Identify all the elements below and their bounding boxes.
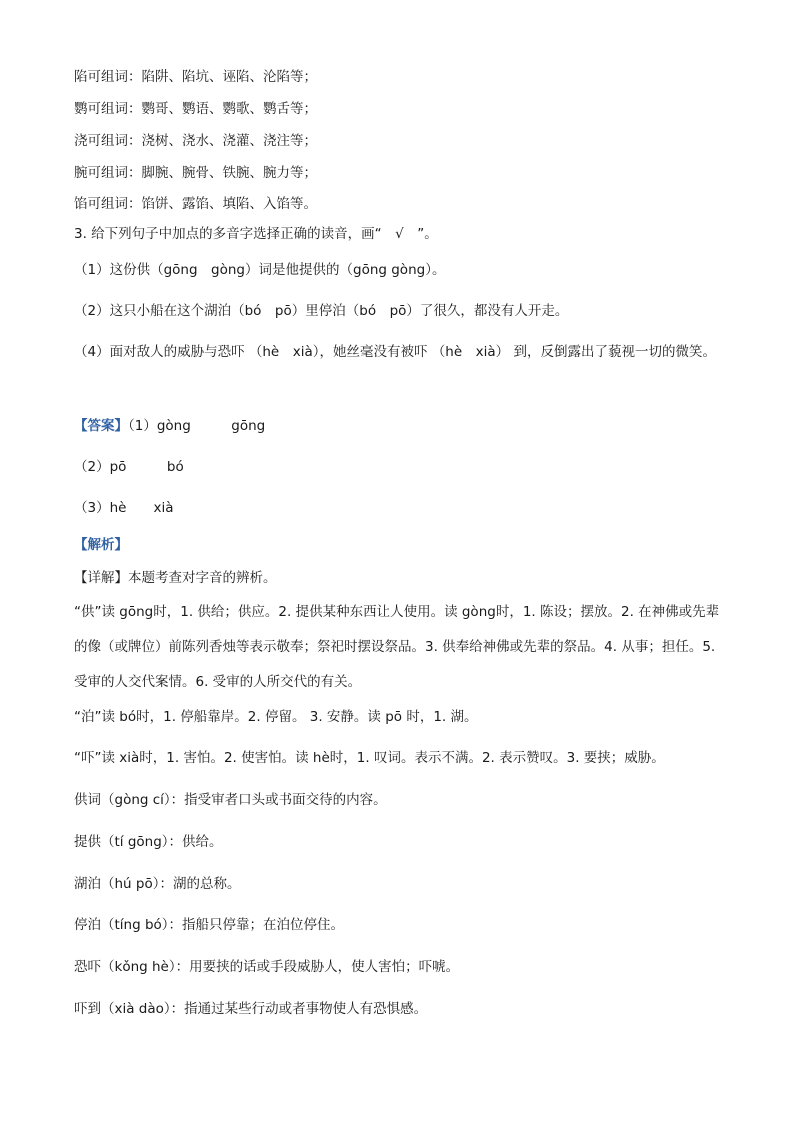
question-item-2: （2）这只小船在这个湖泊（bó pō）里停泊（bó pō）了很久，都没有人开走。 (74, 303, 569, 319)
detail-line (74, 568, 724, 588)
word-definition: 停泊（tíng bó）：指船只停靠；在泊位停住。 (74, 917, 345, 933)
gong-explanation: “供”读 gōng时，1. 供给；供应。2. 提供某种东西让人使用。读 gòng时，1. 陈设；摆放。2. 在神佛或先辈的像（或牌位）前陈列香烛等表示敬奉；祭祀时摆设祭品。3. 供奉给神佛或先辈的祭品。4. 从事；担任。5. 受审的人交代案情。6. 受审的人所交代的有关。 (74, 604, 720, 690)
text-line: 腕可组词：脚腕、腕骨、铁腕、腕力等； (74, 165, 317, 181)
question-item-4: （4）面对敌人的威胁与恐吓 （hè xià），她丝毫没有被吓 （hè xià） 到，反倒露出了藐视一切的微笑。 (74, 344, 716, 360)
text-line: 陷可组词：陷阱、陷坑、诬陷、沦陷等； (74, 69, 317, 85)
answer-line-2: （2）pō bó (74, 459, 184, 475)
question-heading: 3. 给下列句子中加点的多音字选择正确的读音，画“ √ ”。 (74, 226, 438, 242)
word-definition: 提供（tí gōng）：供给。 (74, 834, 223, 850)
word-definition: 恐吓（kǒng hè）：用要挟的话或手段威胁人，使人害怕；吓唬。 (74, 959, 460, 975)
xia-explanation: “吓”读 xià时，1. 害怕。2. 使害怕。读 hè时，1. 叹词。表示不满。2. 表示赞叹。3. 要挟；威胁。 (74, 750, 665, 766)
detail-text: 本题考查对字音的辨析。 (128, 570, 277, 586)
text-line: 馅可组词：馅饼、露馅、填陷、入馅等。 (74, 196, 317, 212)
text-line: 鹦可组词：鹦哥、鹦语、鹦歌、鹦舌等； (74, 101, 317, 117)
text-line: 浇可组词：浇树、浇水、浇灌、浇注等； (74, 133, 317, 149)
word-definition: 湖泊（hú pō）：湖的总称。 (74, 876, 241, 892)
word-definition: 吓到（xià dào）：指通过某些行动或者事物使人有恐惧感。 (74, 1001, 428, 1017)
answer-tag: 【答案】 (74, 418, 128, 434)
detail-tag: 【详解】 (74, 570, 128, 586)
word-definition: 供词（gòng cí）：指受审者口头或书面交待的内容。 (74, 792, 387, 808)
analysis-tag: 【解析】 (74, 537, 128, 553)
question-item-1: （1）这份供（gōng gòng）词是他提供的（gōng gòng）。 (74, 262, 446, 278)
answer-line-3: （3）hè xià (74, 500, 174, 516)
analysis-tag-line (74, 535, 724, 555)
answer-line (74, 416, 724, 436)
bo-explanation: “泊”读 bó时，1. 停船靠岸。2. 停留。 3. 安静。读 pō 时，1. 湖。 (74, 709, 478, 725)
answer-text: （1）gòng gōng (128, 418, 266, 434)
